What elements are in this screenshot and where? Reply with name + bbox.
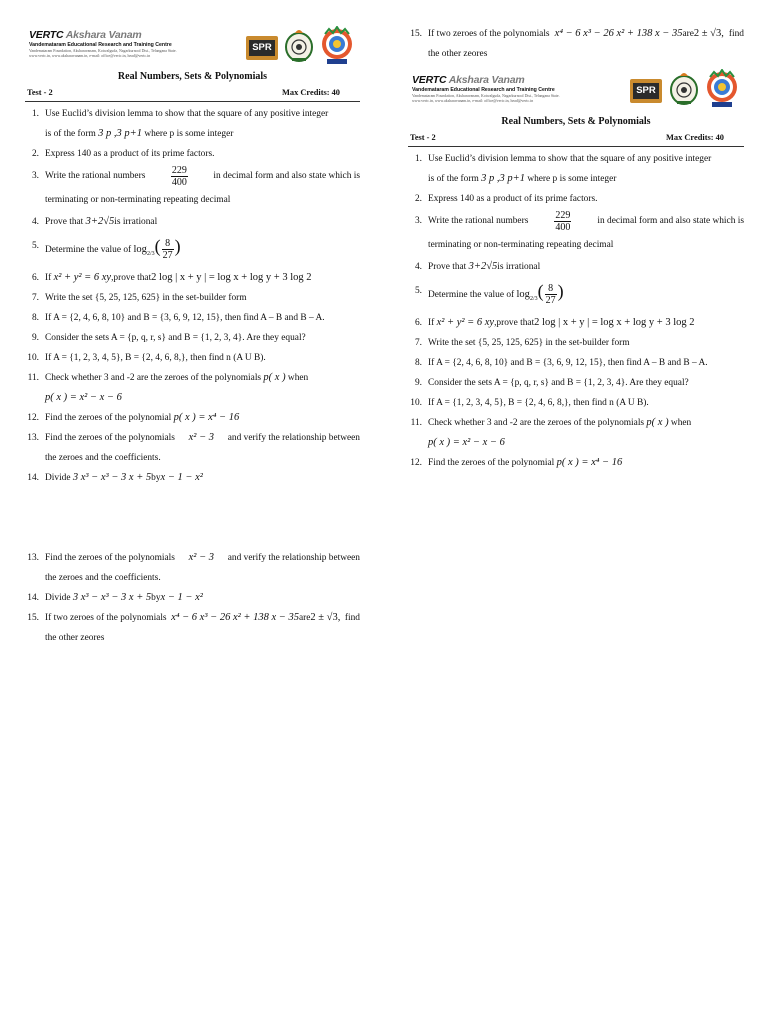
question-13 [25, 428, 360, 468]
max-credits: Max Credits: 40 [282, 88, 340, 97]
question-number: 11. [27, 372, 39, 383]
question-text: Find the zeroes of the polynomial [428, 457, 555, 468]
math-expression: 3 p ,3 p+1 [481, 173, 525, 184]
question-12 [408, 453, 744, 473]
question-14 [25, 588, 360, 608]
question-5: 5. Determine the value of $\log_{2/3}$( $\frac{8}{27}$ ) [25, 232, 360, 268]
institute-header [25, 24, 360, 68]
question-number: 15. [27, 612, 39, 623]
brand-title [29, 29, 244, 41]
brand-block [29, 29, 244, 58]
test-number: Test - 2 [27, 88, 53, 97]
brand-title [412, 74, 627, 86]
question-text: If two zeroes of the polynomials [45, 612, 167, 623]
question-text: where p is some integer [144, 129, 234, 139]
question-text: If A = {1, 2, 3, 4, 5}, B = {2, 4, 6, 8,}, then find n (A U B). [45, 352, 266, 363]
fraction-numerator: 229 [171, 164, 187, 176]
emblem-logo [668, 71, 700, 107]
mandala-logo [704, 69, 740, 109]
question-number: 7. [414, 337, 422, 348]
question-text: where p is some integer [527, 174, 617, 184]
question-text: find [344, 612, 360, 623]
question-number: 9. [414, 377, 422, 388]
right-test-page [408, 24, 744, 473]
question-number: 10. [27, 352, 39, 363]
question-text: in decimal form and also state which is [213, 171, 360, 181]
question-number: 4. [414, 262, 422, 272]
math-expression: p( x ) = x² − x − 6 [45, 391, 122, 403]
test-meta [25, 88, 360, 97]
question-number: 1. [414, 154, 422, 164]
question-11 [408, 413, 744, 453]
math-expression: log [133, 244, 147, 255]
question-list [25, 104, 360, 488]
question-11 [25, 368, 360, 408]
fraction [171, 165, 188, 188]
brand-contact: www.vertc.in, www.aksharavanam.in, e-mail: office@vertc.in, head@vertc.in [412, 99, 534, 103]
question-text: the other zeores [45, 632, 105, 643]
left-test-page [25, 24, 360, 648]
question-text: by [151, 592, 161, 603]
brand-subtitle: Vandemataram Educational Research and Training Centre [412, 87, 555, 93]
question-text: terminating or non-terminating repeating decimal [45, 195, 231, 205]
question-text: Determine the value of [45, 245, 132, 255]
question-8 [408, 353, 744, 373]
fraction-numerator: 8 [545, 283, 557, 295]
question-2 [25, 144, 360, 164]
question-9 [25, 328, 360, 348]
question-number: 5. [414, 286, 422, 296]
question-text: when [287, 372, 309, 383]
header-rule [408, 146, 744, 147]
question-text: is of the form [428, 174, 479, 184]
math-expression: 3 x³ − x³ − 3 x + 5 [72, 591, 152, 603]
question-4 [408, 257, 744, 277]
math-expression: 3 x³ − x³ − 3 x + 5 [72, 471, 152, 483]
question-text: the zeroes and the coefficients. [45, 452, 161, 463]
question-15 [25, 608, 360, 648]
question-text: If [428, 317, 435, 328]
question-number: 8. [414, 357, 422, 368]
question-number: 8. [31, 312, 39, 323]
emblem-logo [283, 28, 315, 64]
brand-subtitle: Vandemataram Educational Research and Training Centre [29, 42, 172, 48]
spr-logo-text: SPR [249, 40, 275, 56]
question-10 [25, 348, 360, 368]
question-text: Prove that [428, 262, 467, 272]
question-number: 15. [410, 29, 422, 39]
question-text: Determine the value of [428, 290, 515, 300]
math-expression: 2 ± √3, [693, 28, 724, 39]
math-expression: x² + y² = 6 xy [53, 271, 112, 283]
question-text: by [151, 472, 161, 483]
math-expression: 3+2√5 [468, 261, 498, 272]
question-text: Express 140 as a product of its prime factors. [428, 194, 598, 204]
math-expression: p( x ) = x⁴ − 16 [173, 411, 240, 423]
question-number: 6. [31, 272, 39, 283]
math-expression: log [516, 289, 530, 300]
question-number: 9. [31, 332, 39, 343]
question-number: 7. [31, 292, 39, 303]
math-expression: 2 ± √3, [310, 611, 341, 623]
question-text: Check whether 3 and -2 are the zeroes of the polynomials [428, 417, 645, 428]
log-base: 2/3 [529, 295, 538, 302]
brand-rest: Akshara Vanam [448, 74, 525, 86]
question-number: 12. [410, 457, 422, 468]
question-text: and verify the relationship between [227, 432, 360, 443]
math-expression: p( x ) = x² − x − 6 [428, 436, 505, 448]
question-1 [408, 149, 744, 189]
question-10 [408, 393, 744, 413]
question-text: terminating or non-terminating repeating decimal [428, 240, 614, 250]
test-title: Real Numbers, Sets & Polynomials [117, 71, 268, 82]
question-number: 3. [414, 216, 422, 226]
brand-block [412, 74, 627, 103]
question-text: Find the zeroes of the polynomials [45, 432, 175, 443]
question-4 [25, 212, 360, 232]
fraction-denominator: 27 [162, 250, 173, 262]
question-number: 2. [31, 149, 39, 159]
math-expression: x⁴ − 6 x³ − 26 x² + 138 x − 35 [554, 28, 683, 39]
question-7 [408, 333, 744, 353]
math-expression: x² − 3 [188, 431, 215, 443]
math-expression: 2 log | x + y | = log x + log y + 3 log 2 [534, 316, 695, 328]
math-expression: x² + y² = 6 xy [436, 316, 495, 328]
question-number: 2. [414, 194, 422, 204]
question-5: 5. Determine the value of $\log_{2/3}$( $\frac{8}{27}$ ) [408, 277, 744, 313]
spr-logo-text: SPR [633, 83, 659, 99]
question-text: Divide [45, 592, 71, 603]
question-9 [408, 373, 744, 393]
question-number: 11. [410, 417, 422, 428]
brand-address: Vandemataram Foundation, Aksharavanam, Kotwalguda, Nagarkurnool Dist., Telangana State. [412, 94, 560, 98]
test-title: Real Numbers, Sets & Polynomials [501, 116, 651, 127]
institute-header [408, 69, 744, 113]
question-text: Write the set {5, 25, 125, 625} in the set-builder form [45, 292, 247, 303]
question-text: Consider the sets A = {p, q, r, s} and B = {1, 2, 3, 4}. Are they equal? [45, 332, 306, 343]
math-expression: 2 log | x + y | = log x + log y + 3 log 2 [151, 271, 312, 283]
question-text: is irrational [497, 262, 541, 272]
question-text: If two zeroes of the polynomials [428, 29, 550, 39]
fraction [554, 210, 571, 233]
fraction-denominator: 27 [545, 295, 556, 307]
question-number: 4. [31, 217, 39, 227]
question-text: is irrational [114, 217, 158, 227]
math-expression: 3 p ,3 p+1 [98, 128, 142, 139]
question-text: Consider the sets A = {p, q, r, s} and B = {1, 2, 3, 4}. Are they equal? [428, 377, 689, 388]
question-number: 1. [31, 109, 39, 119]
question-text: Find the zeroes of the polynomials [45, 552, 175, 563]
question-number: 6. [414, 317, 422, 328]
brand-contact: www.vertc.in, www.aksharavanam.in, e-mail: office@vertc.in, head@vertc.in [29, 54, 151, 58]
math-expression: x − 1 − x² [160, 471, 203, 483]
math-expression: p( x ) = x⁴ − 16 [556, 456, 623, 468]
question-text: Prove that [45, 217, 84, 227]
mandala-logo [319, 26, 355, 66]
question-14 [25, 468, 360, 488]
fraction [545, 283, 557, 306]
math-expression: p( x ) [263, 371, 286, 383]
math-expression: p( x ) [646, 416, 669, 428]
question-text: is of the form [45, 129, 96, 139]
question-number: 13. [27, 432, 39, 443]
question-text: Express 140 as a product of its prime factors. [45, 149, 215, 159]
math-expression: x⁴ − 6 x³ − 26 x² + 138 x − 35 [171, 611, 299, 623]
question-text: find [728, 29, 744, 39]
question-6 [25, 268, 360, 288]
math-expression: x² − 3 [188, 551, 215, 563]
spr-logo [630, 79, 662, 103]
question-number: 14. [27, 472, 39, 483]
fraction-denominator: 400 [555, 221, 571, 233]
brand-bold: VERTC [29, 29, 64, 41]
question-text: ,prove that [111, 272, 152, 283]
question-list-carryover [408, 24, 744, 64]
question-text: Find the zeroes of the polynomial [45, 412, 172, 423]
brand-address: Vandemataram Foundation, Aksharavanam, Kotwalguda, Nagarkurnool Dist., Telangana State. [29, 49, 177, 53]
question-text: If [45, 272, 52, 283]
question-text: are [298, 612, 311, 623]
math-expression: x − 1 − x² [160, 591, 203, 603]
question-8 [25, 308, 360, 328]
question-number: 14. [27, 592, 39, 603]
question-7 [25, 288, 360, 308]
question-text: the other zeores [428, 49, 488, 59]
max-credits: Max Credits: 40 [666, 133, 724, 142]
math-expression: 3+2√5 [85, 216, 115, 227]
brand-rest: Akshara Vanam [65, 29, 142, 41]
test-number: Test - 2 [410, 133, 436, 142]
question-text: in decimal form and also state which is [597, 216, 744, 226]
test-meta [408, 133, 744, 142]
question-number: 10. [410, 397, 422, 408]
question-text: ,prove that [494, 317, 535, 328]
question-list [408, 149, 744, 473]
fraction-denominator: 400 [171, 176, 187, 188]
question-text: Divide [45, 472, 71, 483]
question-text: Write the rational numbers [428, 216, 529, 226]
question-number: 5. [31, 241, 39, 251]
question-text: when [670, 417, 692, 428]
question-number: 13. [27, 552, 39, 563]
fraction [162, 238, 174, 261]
brand-bold: VERTC [412, 74, 447, 86]
question-text: If A = {2, 4, 6, 8, 10} and B = {3, 6, 9, 12, 15}, then find A – B and B – A. [428, 357, 708, 368]
question-list-continued [25, 548, 360, 648]
question-3 [25, 164, 360, 212]
spr-logo [246, 36, 278, 60]
question-1 [25, 104, 360, 144]
question-12 [25, 408, 360, 428]
question-3 [408, 209, 744, 257]
question-15 [408, 24, 744, 64]
question-text: If A = {1, 2, 3, 4, 5}, B = {2, 4, 6, 8,}, then find n (A U B). [428, 397, 649, 408]
question-text: Check whether 3 and -2 are the zeroes of the polynomials [45, 372, 262, 383]
question-text: are [682, 29, 694, 39]
question-number: 12. [27, 412, 39, 423]
question-text: Write the rational numbers [45, 171, 146, 181]
question-text: Write the set {5, 25, 125, 625} in the set-builder form [428, 337, 630, 348]
question-text: and verify the relationship between [227, 552, 360, 563]
log-base: 2/3 [146, 250, 155, 257]
question-13 [25, 548, 360, 588]
question-text: the zeroes and the coefficients. [45, 572, 161, 583]
question-text: Use Euclid’s division lemma to show that the square of any positive integer [428, 154, 712, 164]
question-2 [408, 189, 744, 209]
fraction-numerator: 229 [555, 209, 571, 221]
header-rule [25, 101, 360, 102]
question-6 [408, 313, 744, 333]
question-text: Use Euclid’s division lemma to show that the square of any positive integer [45, 109, 329, 119]
fraction-numerator: 8 [162, 238, 174, 250]
question-number: 3. [31, 171, 39, 181]
question-text: If A = {2, 4, 6, 8, 10} and B = {3, 6, 9, 12, 15}, then find A – B and B – A. [45, 312, 325, 323]
